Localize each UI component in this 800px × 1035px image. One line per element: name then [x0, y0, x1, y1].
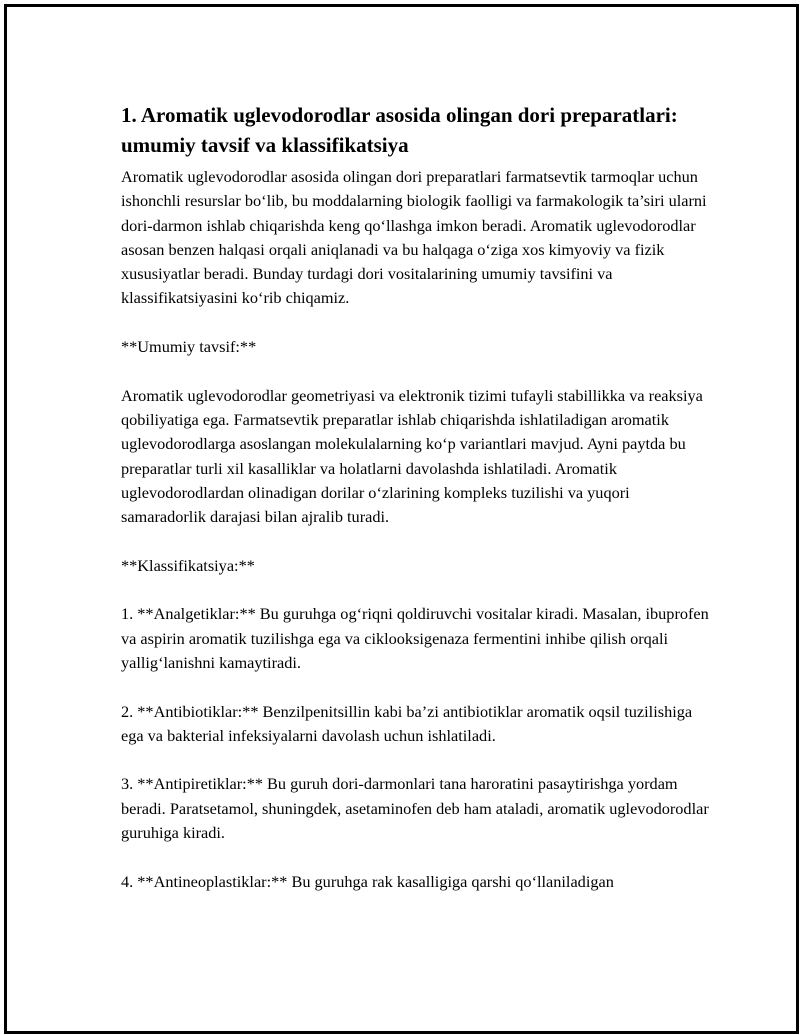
list-item-antipyretics: 3. **Antipiretiklar:** Bu guruh dori-darmonlari tana haroratini pasaytirishga yordam beradi. Paratsetamol, shuningdek, asetaminofen deb ham ataladi, aromatik uglevodorodlar guruhiga kiradi.	[121, 774, 709, 843]
classification-label: **Klassifikatsiya:**	[121, 555, 255, 575]
list-item-analgesics: 1. **Analgetiklar:** Bu guruhga og‘riqni qoldiruvchi vositalar kiradi. Masalan, ibuprofen va aspirin aromatik tuzilishga ega va ciklooksigenaza fermentini inhibe qilish orqali yallig‘lanishni kamaytiradi.	[121, 604, 709, 672]
list-item-antibiotics: 2. **Antibiotiklar:** Benzilpenitsillin kabi ba’zi antibiotiklar aromatik oqsil tuzilishiga ega va bakterial infeksiyalarni davolash uchun ishlatiladi.	[121, 701, 693, 745]
list-item-antineoplastics: 4. **Antineoplastiklar:** Bu guruhga rak kasalligiga qarshi qo‘llaniladigan	[121, 871, 614, 891]
page-frame	[4, 4, 799, 1034]
intro-paragraph: Aromatik uglevodorodlar asosida olingan dori preparatlari farmatsevtik tarmoqlar uchun ishonchli resurslar bo‘lib, bu moddalarning biologik faolligi va farmakologik ta’siri ularni dori-darmon ishlab chiqarishda keng qo‘llashga imkon beradi. Aromatik uglevodorodlar asosan benzen halqasi orqali aniqlanadi va bu halqaga o‘ziga xos kimyoviy va fizik xususiyatlar beradi. Bunday turdagi dori vositalarining umumiy tavsifini va klassifikatsiyasini ko‘rib chiqamiz.	[121, 167, 707, 308]
general-description-paragraph: Aromatik uglevodorodlar geometriyasi va elektronik tizimi tufayli stabillikka va reaksiya qobiliyatiga ega. Farmatsevtik preparatlar ishlab chiqarishda ishlatiladigan aromatik uglevodorodlarga asoslangan molekulalarning ko‘p variantlari mavjud. Ayni paytda bu preparatlar turli xil kasalliklar va holatlarni davolashda ishlatiladi. Aromatik uglevodorodlardan olinadigan dorilar o‘zlarining kompleks tuzilishi va yuqori samaradorlik darajasi bilan ajralib turadi.	[121, 385, 703, 527]
general-description-label: **Umumiy tavsif:**	[121, 337, 257, 357]
section-heading: 1. Aromatik uglevodorodlar asosida olingan dori preparatlari: umumiy tavsif va klassifikatsiya	[121, 103, 678, 157]
document-body	[121, 100, 711, 918]
